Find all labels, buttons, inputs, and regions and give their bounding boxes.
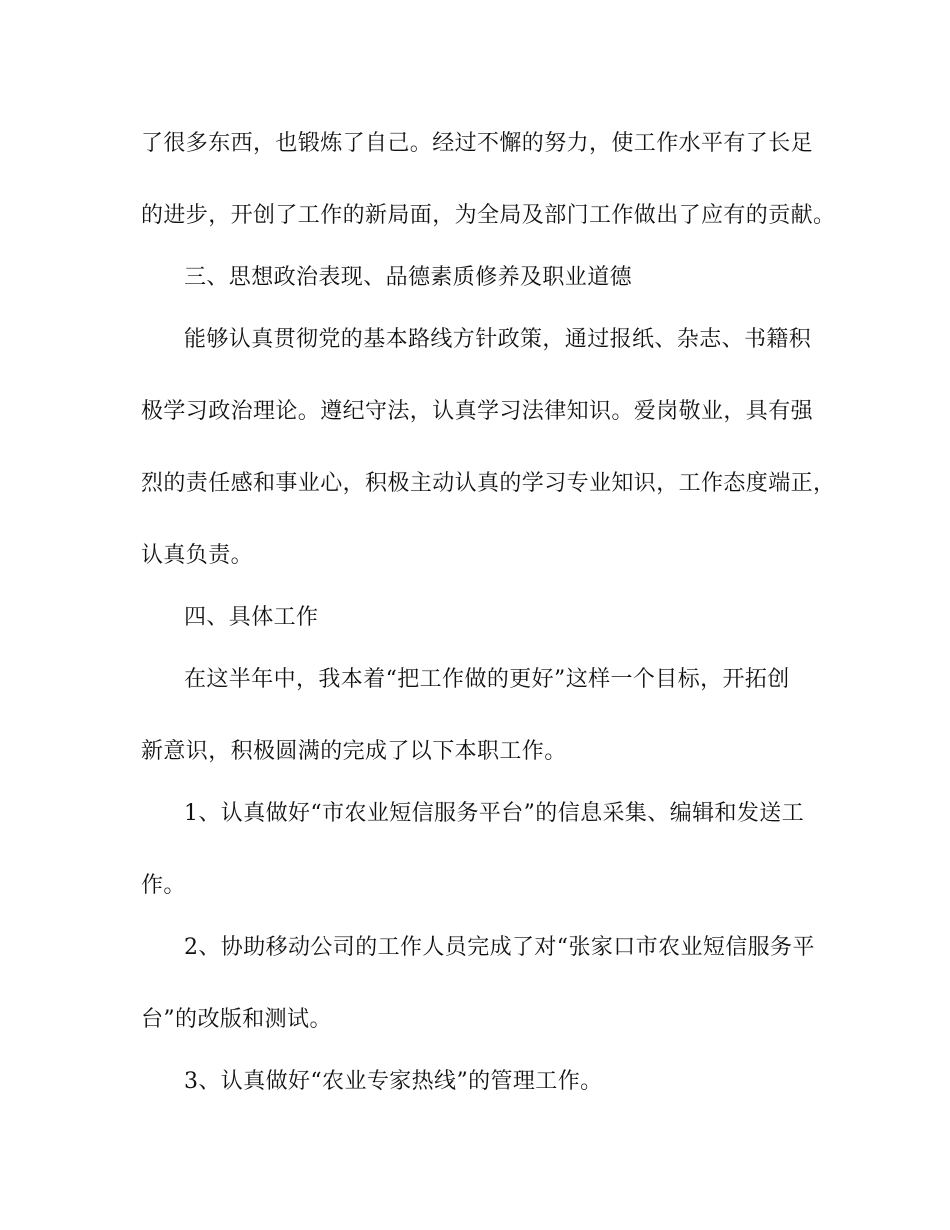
text-line-9: 在这半年中，我本着“把工作做的更好”这样一个目标，开拓创 [184,667,790,692]
list-item-3: 3、认真做好“农业专家热线”的管理工作。 [184,1069,603,1094]
text-line-10: 新意识，积极圆满的完成了以下本职工作。 [141,739,567,764]
text-line-6: 烈的责任感和事业心，积极主动认真的学习专业知识，工作态度端正， [141,471,836,496]
text-line-5: 极学习政治理论。遵纪守法，认真学习法律知识。爱岗敬业，具有强 [141,399,814,424]
section-heading-4: 四、具体工作 [184,605,319,630]
text-line-4: 能够认真贯彻党的基本路线方针政策，通过报纸、杂志、书籍积 [184,327,812,352]
list-item-2-continuation: 台”的改版和测试。 [141,1007,332,1032]
section-heading-3: 三、思想政治表现、品德素质修养及职业道德 [184,265,633,290]
text-line-1: 了很多东西，也锻炼了自己。经过不懈的努力，使工作水平有了长足 [141,131,814,156]
list-item-1: 1、认真做好“市农业短信服务平台”的信息采集、编辑和发送工 [184,801,805,826]
text-line-2: 的进步，开创了工作的新局面，为全局及部门工作做出了应有的贡献。 [141,203,836,228]
list-item-1-continuation: 作。 [141,873,186,898]
text-line-7: 认真负责。 [141,543,254,568]
list-item-2: 2、协助移动公司的工作人员完成了对“张家口市农业短信服务平 [184,935,815,960]
